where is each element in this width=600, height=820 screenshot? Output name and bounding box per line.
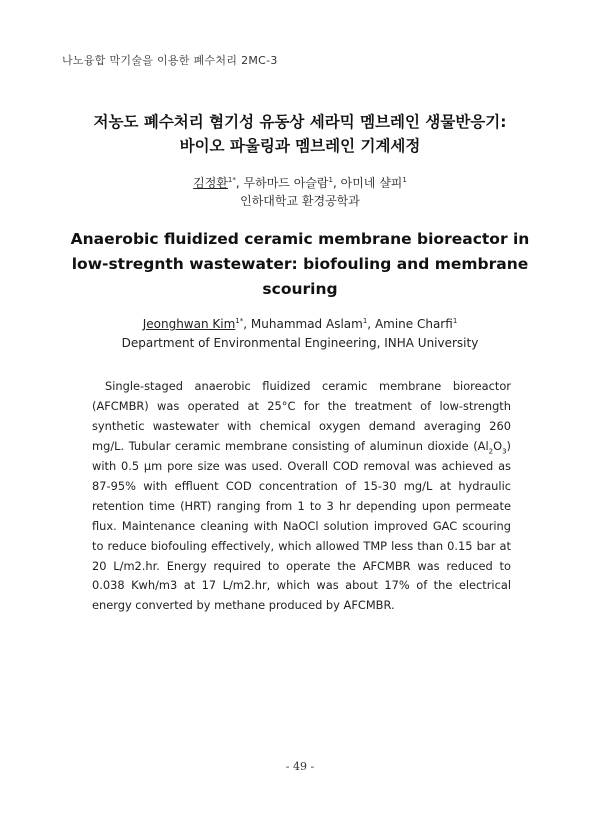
english-author-1-sup: 1*: [235, 317, 244, 325]
abstract-subscript-2: 3: [502, 447, 507, 456]
abstract-text-3: ) with 0.5 μm pore size was used. Overall COD removal was achieved as 87-95% with effluent COD concentration of 15-30 mg/L at hydraulic retention time (HRT) ranging from 1 to 3 hr depending upon permeate flux. Maintenance cleaning with NaOCl solution improved GAC scouring to reduce biofouling effectively, which allowed TMP less than 0.15 bar at 20 L/m2.hr. Energy required to operate the AFCMBR was reduced to 0.038 Kwh/m3 at 17 L/m2.hr, which was about 17% of the electrical energy converted by methane produced by AFCMBR.: [92, 439, 511, 613]
korean-author-2-sup: 1: [328, 176, 333, 184]
author-separator: ,: [367, 317, 375, 331]
korean-author-1: 김정환: [193, 176, 228, 190]
abstract-subscript-1: 2: [488, 447, 494, 456]
english-author-block: [0, 315, 600, 353]
korean-author-block: [0, 174, 600, 210]
page-number: - 49 -: [285, 760, 315, 773]
korean-author-list: [193, 176, 407, 190]
korean-title-line-1: 저농도 폐수처리 혐기성 유동상 세라믹 멤브레인 생물반응기:: [93, 113, 507, 131]
korean-author-1-sup: 1*: [227, 176, 236, 184]
korean-title: [0, 110, 600, 158]
english-title-line-1: Anaerobic fluidized ceramic membrane bioreactor in: [70, 230, 530, 248]
english-author-list: [0, 315, 600, 334]
korean-author-3-sup: 1: [402, 176, 407, 184]
author-separator: ,: [332, 176, 341, 190]
english-affiliation: Department of Environmental Engineering, INHA University: [121, 336, 479, 350]
korean-title-line-2: 바이오 파울링과 멤브레인 기계세정: [179, 137, 421, 155]
abstract-paragraph: [92, 377, 511, 616]
running-header: 나노융합 막기술을 이용한 폐수처리 2MC-3: [62, 54, 278, 67]
english-author-2: Muhammad Aslam: [250, 317, 363, 331]
author-separator: ,: [235, 176, 244, 190]
english-author-3: Amine Charfi: [374, 317, 453, 331]
korean-author-3: 아미네 샬피: [340, 176, 403, 190]
abstract-text-1: Single-staged anaerobic fluidized ceramic membrane bioreactor (AFCMBR) was operated at 25°C for the treatment of low-strength synthetic wastewater with chemical oxygen demand averaging 260 mg/L. Tubular ceramic membrane consisting of aluminun dioxide (Al: [92, 379, 511, 454]
korean-affiliation: 인하대학교 환경공학과: [240, 194, 360, 208]
abstract-text-2: O: [493, 439, 503, 454]
english-title: [60, 227, 540, 302]
english-title-line-3: scouring: [262, 280, 338, 298]
english-author-3-sup: 1: [452, 317, 458, 325]
english-author-2-sup: 1: [362, 317, 368, 325]
korean-author-2: 무하마드 아슬람: [243, 176, 329, 190]
english-title-line-2: low-stregnth wastewater: biofouling and membrane: [71, 255, 529, 273]
english-author-1: Jeonghwan Kim: [142, 317, 236, 331]
author-separator: ,: [243, 317, 251, 331]
